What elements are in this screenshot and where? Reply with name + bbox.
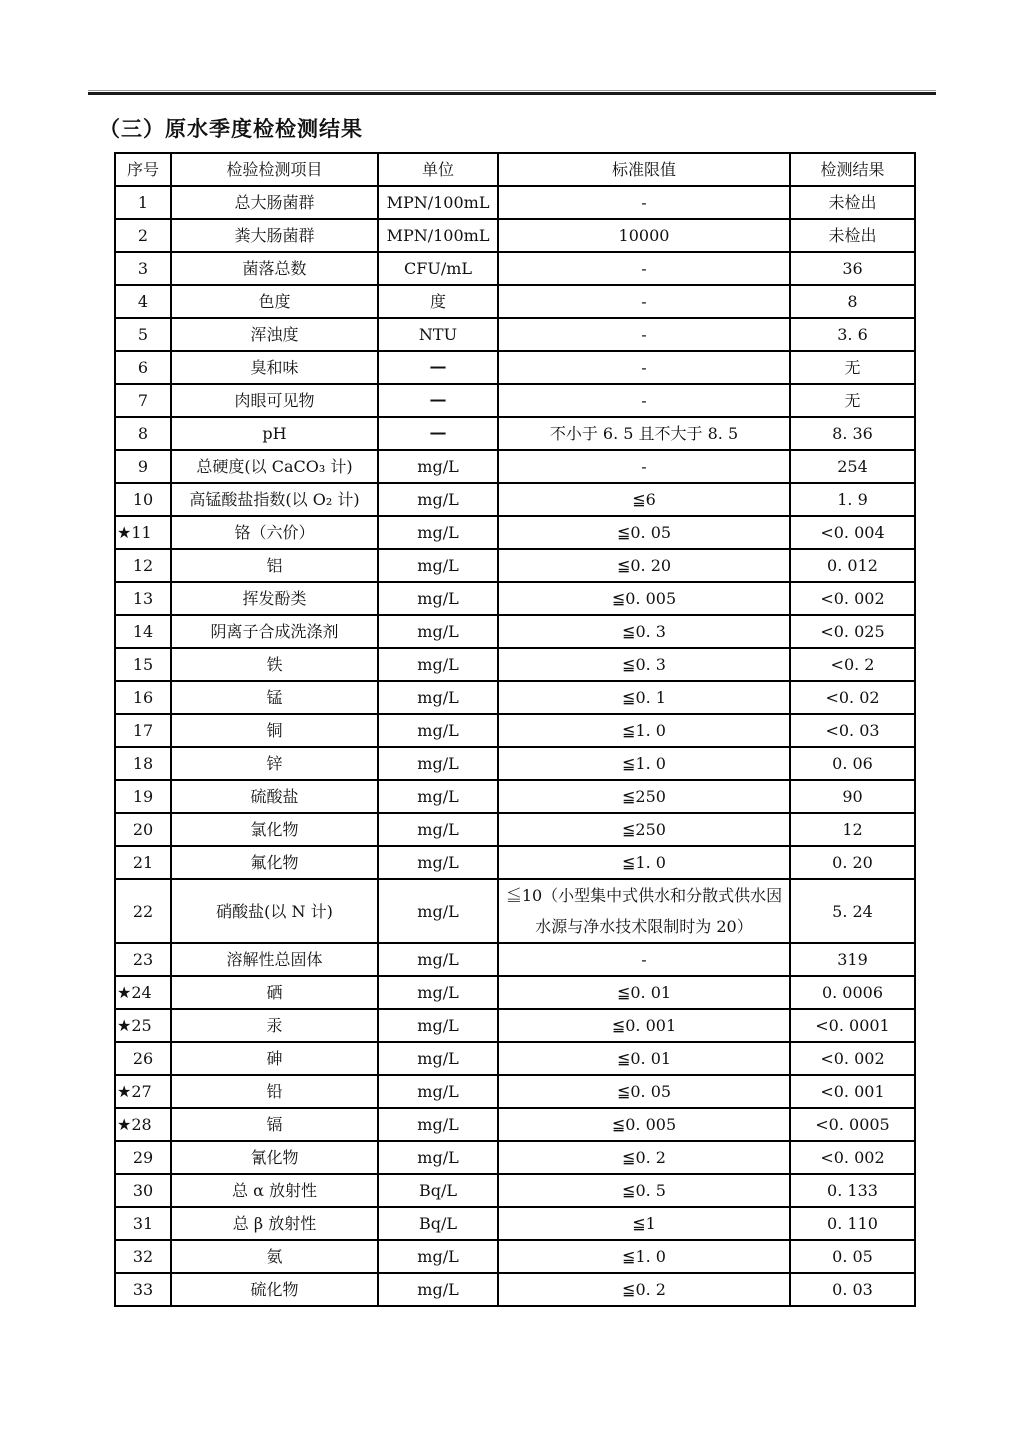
row-index-cell: 31	[115, 1207, 171, 1240]
column-header: 检验检测项目	[171, 153, 378, 186]
unit-cell: mg/L	[378, 846, 498, 879]
limit-cell: -	[498, 384, 790, 417]
unit-cell: mg/L	[378, 483, 498, 516]
row-index-cell: 29	[115, 1141, 171, 1174]
result-cell: 1. 9	[790, 483, 915, 516]
limit-cell: ≦6	[498, 483, 790, 516]
limit-cell: -	[498, 943, 790, 976]
limit-cell: ≦250	[498, 813, 790, 846]
table-row	[115, 1108, 915, 1141]
result-cell: <0. 002	[790, 1141, 915, 1174]
water-quality-results-table	[114, 152, 916, 1307]
limit-cell: -	[498, 351, 790, 384]
limit-cell: -	[498, 186, 790, 219]
limit-cell: ≦0. 01	[498, 1042, 790, 1075]
result-cell: 0. 05	[790, 1240, 915, 1273]
table-row	[115, 186, 915, 219]
table-row	[115, 483, 915, 516]
item-cell: 高锰酸盐指数(以 O₂ 计)	[171, 483, 378, 516]
item-cell: 硫化物	[171, 1273, 378, 1306]
limit-cell: ≦0. 01	[498, 976, 790, 1009]
result-cell: 0. 110	[790, 1207, 915, 1240]
limit-cell: ≦0. 005	[498, 1108, 790, 1141]
result-cell: 0. 0006	[790, 976, 915, 1009]
limit-cell: ≦0. 3	[498, 648, 790, 681]
table-row	[115, 1042, 915, 1075]
table-row	[115, 681, 915, 714]
unit-cell: mg/L	[378, 549, 498, 582]
row-index-cell: 4	[115, 285, 171, 318]
row-index-cell: 15	[115, 648, 171, 681]
item-cell: 色度	[171, 285, 378, 318]
table-row	[115, 846, 915, 879]
limit-cell: -	[498, 318, 790, 351]
result-cell: <0. 0005	[790, 1108, 915, 1141]
row-index-cell: 2	[115, 219, 171, 252]
table-row	[115, 516, 915, 549]
limit-cell: ≦250	[498, 780, 790, 813]
result-cell: 0. 012	[790, 549, 915, 582]
table-row	[115, 582, 915, 615]
result-cell: <0. 001	[790, 1075, 915, 1108]
result-cell: 36	[790, 252, 915, 285]
item-cell: 阴离子合成洗涤剂	[171, 615, 378, 648]
result-cell: <0. 004	[790, 516, 915, 549]
table-row	[115, 1207, 915, 1240]
table-row	[115, 879, 915, 943]
row-index-cell: ★25	[115, 1009, 171, 1042]
limit-cell: ≦0. 3	[498, 615, 790, 648]
table-row	[115, 219, 915, 252]
limit-cell: ≦0. 05	[498, 516, 790, 549]
unit-cell: mg/L	[378, 714, 498, 747]
row-index-cell: ★27	[115, 1075, 171, 1108]
table-row	[115, 780, 915, 813]
item-cell: 肉眼可见物	[171, 384, 378, 417]
result-cell: 0. 133	[790, 1174, 915, 1207]
unit-cell: mg/L	[378, 976, 498, 1009]
table-row	[115, 747, 915, 780]
unit-cell: mg/L	[378, 943, 498, 976]
unit-cell: mg/L	[378, 582, 498, 615]
table-row	[115, 351, 915, 384]
limit-cell: ≦0. 20	[498, 549, 790, 582]
limit-cell: ≦1. 0	[498, 747, 790, 780]
table-row	[115, 714, 915, 747]
table-row	[115, 648, 915, 681]
unit-cell: mg/L	[378, 1075, 498, 1108]
unit-cell: CFU/mL	[378, 252, 498, 285]
limit-cell: -	[498, 252, 790, 285]
limit-cell: ≦0. 1	[498, 681, 790, 714]
result-cell: 3. 6	[790, 318, 915, 351]
row-index-cell: 17	[115, 714, 171, 747]
result-cell: 5. 24	[790, 879, 915, 943]
row-index-cell: 30	[115, 1174, 171, 1207]
table-header-row	[115, 153, 915, 186]
limit-cell: ≦1. 0	[498, 1240, 790, 1273]
result-cell: 0. 20	[790, 846, 915, 879]
item-cell: 总大肠菌群	[171, 186, 378, 219]
result-cell: <0. 2	[790, 648, 915, 681]
row-index-cell: 12	[115, 549, 171, 582]
item-cell: 锰	[171, 681, 378, 714]
result-cell: 0. 06	[790, 747, 915, 780]
row-index-cell: 8	[115, 417, 171, 450]
row-index-cell: 5	[115, 318, 171, 351]
row-index-cell: ★11	[115, 516, 171, 549]
row-index-cell: 20	[115, 813, 171, 846]
table-row	[115, 318, 915, 351]
result-cell: 8	[790, 285, 915, 318]
unit-cell: —	[378, 417, 498, 450]
column-header: 标准限值	[498, 153, 790, 186]
item-cell: 硝酸盐(以 N 计)	[171, 879, 378, 943]
item-cell: 氯化物	[171, 813, 378, 846]
item-cell: 砷	[171, 1042, 378, 1075]
unit-cell: mg/L	[378, 450, 498, 483]
result-cell: 无	[790, 384, 915, 417]
limit-cell: ≦0. 005	[498, 582, 790, 615]
row-index-cell: 10	[115, 483, 171, 516]
limit-cell: ≦0. 001	[498, 1009, 790, 1042]
limit-cell: 不小于 6. 5 且不大于 8. 5	[498, 417, 790, 450]
unit-cell: Bq/L	[378, 1207, 498, 1240]
unit-cell: —	[378, 351, 498, 384]
limit-cell: ≦0. 2	[498, 1141, 790, 1174]
table-row	[115, 976, 915, 1009]
limit-cell: ≦0. 5	[498, 1174, 790, 1207]
result-cell: <0. 03	[790, 714, 915, 747]
unit-cell: mg/L	[378, 780, 498, 813]
page-header-rule-thick	[88, 92, 936, 95]
unit-cell: 度	[378, 285, 498, 318]
unit-cell: mg/L	[378, 747, 498, 780]
result-cell: <0. 002	[790, 582, 915, 615]
unit-cell: mg/L	[378, 1240, 498, 1273]
row-index-cell: 7	[115, 384, 171, 417]
result-cell: 8. 36	[790, 417, 915, 450]
item-cell: 粪大肠菌群	[171, 219, 378, 252]
item-cell: 总 α 放射性	[171, 1174, 378, 1207]
unit-cell: mg/L	[378, 1108, 498, 1141]
unit-cell: —	[378, 384, 498, 417]
item-cell: 铜	[171, 714, 378, 747]
item-cell: 硒	[171, 976, 378, 1009]
limit-cell: ≦0. 2	[498, 1273, 790, 1306]
item-cell: 镉	[171, 1108, 378, 1141]
row-index-cell: 1	[115, 186, 171, 219]
result-cell: 254	[790, 450, 915, 483]
unit-cell: mg/L	[378, 879, 498, 943]
item-cell: 挥发酚类	[171, 582, 378, 615]
limit-cell: ≦1. 0	[498, 846, 790, 879]
item-cell: 铅	[171, 1075, 378, 1108]
table-row	[115, 252, 915, 285]
row-index-cell: ★24	[115, 976, 171, 1009]
item-cell: 铁	[171, 648, 378, 681]
section-title: （三）原水季度检检测结果	[99, 116, 363, 141]
table-row	[115, 1141, 915, 1174]
row-index-cell: ★28	[115, 1108, 171, 1141]
unit-cell: mg/L	[378, 1042, 498, 1075]
table-row	[115, 1009, 915, 1042]
item-cell: 硫酸盐	[171, 780, 378, 813]
item-cell: 铝	[171, 549, 378, 582]
unit-cell: Bq/L	[378, 1174, 498, 1207]
item-cell: 氟化物	[171, 846, 378, 879]
unit-cell: mg/L	[378, 1273, 498, 1306]
table-row	[115, 1273, 915, 1306]
unit-cell: mg/L	[378, 681, 498, 714]
row-index-cell: 13	[115, 582, 171, 615]
item-cell: 氰化物	[171, 1141, 378, 1174]
unit-cell: MPN/100mL	[378, 186, 498, 219]
unit-cell: NTU	[378, 318, 498, 351]
item-cell: pH	[171, 417, 378, 450]
table-row	[115, 943, 915, 976]
unit-cell: mg/L	[378, 1141, 498, 1174]
unit-cell: mg/L	[378, 516, 498, 549]
unit-cell: mg/L	[378, 1009, 498, 1042]
row-index-cell: 22	[115, 879, 171, 943]
column-header: 检测结果	[790, 153, 915, 186]
table-row	[115, 1240, 915, 1273]
item-cell: 臭和味	[171, 351, 378, 384]
result-cell: 12	[790, 813, 915, 846]
item-cell: 汞	[171, 1009, 378, 1042]
row-index-cell: 9	[115, 450, 171, 483]
result-cell: <0. 025	[790, 615, 915, 648]
item-cell: 锌	[171, 747, 378, 780]
result-cell: 319	[790, 943, 915, 976]
table-row	[115, 549, 915, 582]
table-row	[115, 615, 915, 648]
table-row	[115, 1174, 915, 1207]
result-cell: <0. 002	[790, 1042, 915, 1075]
limit-cell: ≦0. 05	[498, 1075, 790, 1108]
column-header: 序号	[115, 153, 171, 186]
row-index-cell: 32	[115, 1240, 171, 1273]
table-body	[115, 186, 915, 1306]
unit-cell: mg/L	[378, 813, 498, 846]
result-cell: 无	[790, 351, 915, 384]
limit-cell: 10000	[498, 219, 790, 252]
result-cell: 未检出	[790, 219, 915, 252]
table-row	[115, 384, 915, 417]
table-row	[115, 417, 915, 450]
item-cell: 总 β 放射性	[171, 1207, 378, 1240]
unit-cell: mg/L	[378, 648, 498, 681]
row-index-cell: 21	[115, 846, 171, 879]
item-cell: 铬（六价）	[171, 516, 378, 549]
row-index-cell: 3	[115, 252, 171, 285]
column-header: 单位	[378, 153, 498, 186]
page-header-rule-thin	[88, 90, 936, 91]
row-index-cell: 6	[115, 351, 171, 384]
result-cell: 90	[790, 780, 915, 813]
table-row	[115, 813, 915, 846]
item-cell: 浑浊度	[171, 318, 378, 351]
table-row	[115, 450, 915, 483]
row-index-cell: 18	[115, 747, 171, 780]
row-index-cell: 23	[115, 943, 171, 976]
limit-cell: ≦1. 0	[498, 714, 790, 747]
row-index-cell: 19	[115, 780, 171, 813]
row-index-cell: 16	[115, 681, 171, 714]
result-cell: <0. 0001	[790, 1009, 915, 1042]
unit-cell: MPN/100mL	[378, 219, 498, 252]
result-cell: 未检出	[790, 186, 915, 219]
table-row	[115, 1075, 915, 1108]
limit-cell: ≦10（小型集中式供水和分散式供水因水源与净水技术限制时为 20）	[498, 879, 790, 943]
item-cell: 总硬度(以 CaCO₃ 计)	[171, 450, 378, 483]
result-cell: <0. 02	[790, 681, 915, 714]
unit-cell: mg/L	[378, 615, 498, 648]
item-cell: 氨	[171, 1240, 378, 1273]
limit-cell: ≦1	[498, 1207, 790, 1240]
item-cell: 菌落总数	[171, 252, 378, 285]
row-index-cell: 14	[115, 615, 171, 648]
table-row	[115, 285, 915, 318]
item-cell: 溶解性总固体	[171, 943, 378, 976]
result-cell: 0. 03	[790, 1273, 915, 1306]
row-index-cell: 26	[115, 1042, 171, 1075]
limit-cell: -	[498, 285, 790, 318]
row-index-cell: 33	[115, 1273, 171, 1306]
limit-cell: -	[498, 450, 790, 483]
